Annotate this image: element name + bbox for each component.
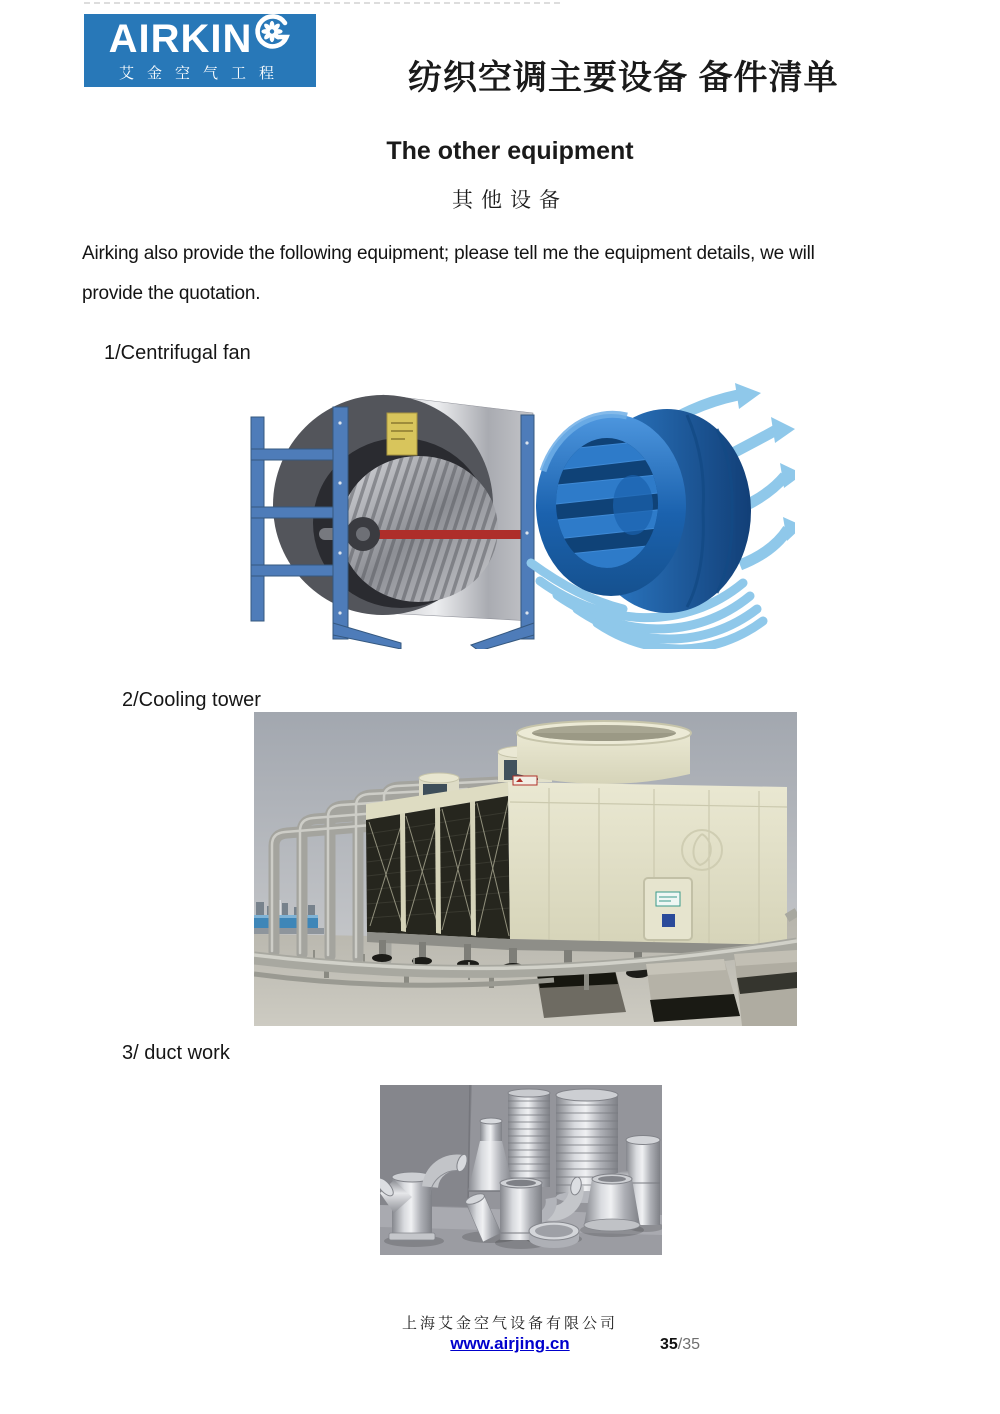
footer-company-name: 上海艾金空气设备有限公司	[401, 1316, 618, 1332]
logo-brand-row	[109, 18, 292, 60]
duct-work-image	[380, 1085, 662, 1255]
scan-artifact-line	[84, 2, 560, 4]
intro-paragraph	[82, 234, 922, 314]
logo-chinese-subtitle: 艾金空气工程	[118, 65, 287, 82]
page-number	[660, 1336, 700, 1354]
intro-line-1: Airking also provide the following equipment; please tell me the equipment details, we will	[82, 243, 815, 264]
page-number-current: 35	[660, 1336, 678, 1353]
intro-line-2: provide the quotation.	[82, 283, 261, 304]
impeller-illustration	[531, 383, 795, 649]
page-subtitle-cn: 其他设备	[452, 188, 568, 212]
footer-link-line	[10, 1334, 1000, 1354]
document-title-cn: 纺织空调主要设备 备件清单	[408, 59, 839, 97]
page-number-total: /35	[677, 1336, 701, 1353]
tower-body	[366, 776, 787, 945]
centrifugal-fan-image	[235, 383, 795, 649]
logo-brand-text: AIRKIN	[108, 17, 253, 61]
fan-housing-illustration	[251, 395, 534, 649]
footer-website-link[interactable]: www.airjing.cn	[450, 1334, 570, 1353]
page-title: The other equipment	[386, 137, 634, 165]
section-label-centrifugal-fan: 1/Centrifugal fan	[104, 342, 251, 364]
section-label-duct-work: 3/ duct work	[122, 1042, 230, 1064]
airking-logo	[84, 14, 316, 87]
cooling-tower-image	[254, 712, 797, 1026]
section-label-cooling-tower: 2/Cooling tower	[122, 689, 261, 711]
